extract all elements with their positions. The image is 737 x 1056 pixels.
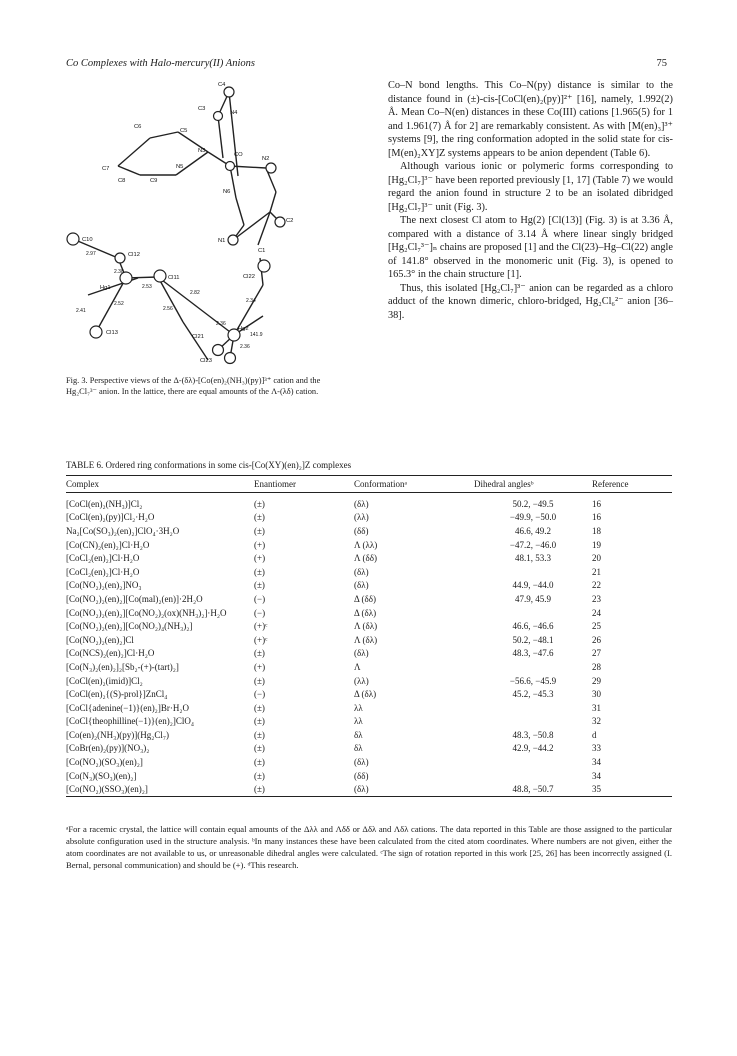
- table-cell: (±): [254, 770, 265, 781]
- table-row: [66, 633, 672, 647]
- table-cell: Λ: [354, 661, 361, 672]
- table-cell: (±): [254, 525, 265, 536]
- table-cell: (δδ): [354, 525, 369, 536]
- table-cell: 32: [592, 716, 601, 727]
- distance-label: 2.38: [114, 269, 124, 275]
- paragraph: Although various ionic or polymeric forms corresponding to [Hg₂Cl₇]³⁻ have been reported previously [1, 17] (Table 7) we would regard the anion found in structure 2 to be an isolated dibridged [Hg₂Cl₇]³⁻ unit (Fig. 3).: [388, 161, 673, 213]
- table-row: [66, 606, 672, 620]
- distance-label: 141.9: [250, 332, 263, 338]
- table-cell: δλ: [354, 729, 363, 740]
- table-cell: [CoCl(en)₂{(S)-prol}]ZnCl₄: [66, 689, 168, 700]
- table-header-row: [66, 476, 672, 493]
- table-row: [66, 701, 672, 715]
- table-cell: 46.6, 49.2: [515, 525, 551, 536]
- table-cell: [474, 606, 592, 620]
- atom-label: N5: [176, 164, 184, 170]
- atom-label: Cl21: [192, 334, 204, 340]
- table-row: [66, 565, 672, 579]
- atom-label: Cl11: [168, 275, 180, 281]
- distance-label: 2.36: [216, 321, 226, 327]
- distance-label: 2.52: [114, 301, 124, 307]
- table-row: [66, 524, 672, 538]
- column-header: Conformationᵃ: [354, 476, 474, 493]
- table-cell: −49.9, −50.0: [509, 512, 557, 523]
- table-cell: (+)ᶜ: [254, 621, 268, 632]
- table-cell: 47.9, 45.9: [515, 593, 551, 604]
- table-cell: 31: [592, 702, 601, 713]
- distance-label: 2.53: [142, 284, 152, 290]
- paragraph: The next closest Cl atom to Hg(2) [Cl(13)] (Fig. 3) is at 3.36 Å, compared with a distance of 3.14 Å where linear singly bridged [Hg₂Cl₇³⁻]ₙ chains are proposed [1] and the Cl(23)–Hg–Cl(22) angle of 141.8° observed in the monomeric unit (Fig. 3), is opened to 165.3° in the chain structure [1].: [388, 215, 673, 280]
- table-cell: 21: [592, 566, 601, 577]
- figure-3: [58, 80, 328, 375]
- molecule-drawing: [58, 80, 328, 375]
- table-row: [66, 511, 672, 525]
- table-cell: 45.2, −45.3: [512, 689, 554, 700]
- table-cell: 29: [592, 675, 601, 686]
- table-row: [66, 551, 672, 565]
- atom-label: C5: [180, 128, 188, 134]
- table-cell: (±): [254, 702, 265, 713]
- atom-label: C7: [102, 166, 110, 172]
- atom-label: Cl12: [128, 252, 140, 258]
- data-table: [66, 475, 672, 797]
- table-cell: (+): [254, 539, 266, 550]
- paragraph: Co–N bond lengths. This Co–N(py) distance is similar to the distance found in (±)-cis-[CoCl(en)₂(py)]²⁺ [16], namely, 1.992(2) Å. Mean Co–N(en) distances in these Co(III) cations [1.965(5) for 1 and 1.961(7) Å for 2] are remarkably consistent. As with [M(en)₃]³⁺ systems [9], the ring conformation adopted in the solid state for cis-[M(en)₂XY]Z systems appears to be anion dependent (Table 6).: [388, 80, 673, 159]
- table-cell: (±): [254, 675, 265, 686]
- table-cell: [CoCl(en)₂(imid)]Cl₂: [66, 675, 143, 686]
- table-row: [66, 493, 672, 511]
- table-cell: [474, 660, 592, 674]
- table-cell: 19: [592, 539, 601, 550]
- table-cell: 50.2, −48.1: [512, 634, 554, 645]
- table-cell: (−): [254, 593, 266, 604]
- atom-label: N4: [230, 110, 238, 116]
- table-cell: [Co(NO₂)₂(en)₂][Co(NO₂)₄(NH₃)₂]: [66, 621, 193, 632]
- table-cell: (±): [254, 498, 265, 509]
- atom-label: C8: [118, 178, 126, 184]
- table-cell: Δ (δδ): [354, 593, 377, 604]
- table-cell: 34: [592, 757, 601, 768]
- column-header: Enantiomer: [254, 476, 354, 493]
- distance-label: 2.34: [246, 298, 256, 304]
- table-cell: Λ (δλ): [354, 621, 378, 632]
- distance-label: 2.41: [76, 308, 86, 314]
- table-cell: Na₂[Co(SO₃)₂(en)₂]ClO₄·3H₂O: [66, 525, 180, 536]
- atom-label: C2: [286, 218, 294, 224]
- table-row: [66, 660, 672, 674]
- table-row: [66, 619, 672, 633]
- atom-label: Cl13: [106, 330, 118, 336]
- column-header: Dihedral anglesᵇ: [474, 476, 592, 493]
- table-cell: [Co(NCS)₂(en)₂]Cl·H₂O: [66, 648, 155, 659]
- atom-label: C9: [150, 178, 158, 184]
- table-cell: 28: [592, 661, 601, 672]
- atom-label: C1: [258, 248, 266, 254]
- table-cell: 46.6, −46.6: [512, 621, 554, 632]
- table-cell: [474, 565, 592, 579]
- table-row: [66, 742, 672, 756]
- table-cell: [474, 769, 592, 783]
- table-cell: 50.2, −49.5: [512, 498, 554, 509]
- table-row: [66, 674, 672, 688]
- table-cell: 27: [592, 648, 601, 659]
- table-row: [66, 769, 672, 783]
- table-cell: 34: [592, 770, 601, 781]
- figure-caption: Fig. 3. Perspective views of the Δ-(δλ)-[Co(en)₂(NH₃)(py)]³⁺ cation and the Hg₂Cl₇³⁻ anion. In the lattice, there are equal amounts of the Λ-(λδ) cation.: [66, 376, 321, 396]
- table-cell: 26: [592, 634, 601, 645]
- table-cell: [Co(NO₂)(SSO₃)(en)₂]: [66, 784, 148, 795]
- atom-label: Cl23: [200, 358, 212, 364]
- table-cell: [CoCl(en)₂(NH₃)]Cl₂: [66, 498, 143, 509]
- table-cell: 22: [592, 580, 601, 591]
- table-cell: [CoCl{adenine(−1)}(en)₂]Br·H₂O: [66, 702, 189, 713]
- table-footnotes: ᵃFor a racemic crystal, the lattice will contain equal amounts of the Δλλ and Λδδ or Δδλ and Λδλ cations. The data reported in this Table are those assigned to the particular absolute configuration used in the structure analysis. ᵇIn many instances these have been calculated from the cited atom coordinates. Where numbers are not given, either the atom coordinates are not available to us, or unreasonable dihedral angles were calculated. ᶜThe sign of rotation reported in this work [25, 26] has been incorrectly assigned (I. Bernal, personal communication) and should be (+). ᵈThis research.: [66, 824, 672, 870]
- table-cell: λλ: [354, 716, 363, 727]
- table-cell: [CoCl(en)₂(py)]Cl₂·H₂O: [66, 512, 155, 523]
- table-row: [66, 755, 672, 769]
- table-cell: (λλ): [354, 675, 369, 686]
- table-row: [66, 687, 672, 701]
- table-cell: (δλ): [354, 580, 369, 591]
- table-cell: (+): [254, 661, 266, 672]
- table-cell: 16: [592, 512, 601, 523]
- table-cell: [CoBr(en)₂(py)](NO₃)₂: [66, 743, 150, 754]
- distance-label: 2.56: [163, 306, 173, 312]
- table-cell: (δλ): [354, 498, 369, 509]
- table-cell: [Co(CN)₂(en)₂]Cl·H₂O: [66, 539, 150, 550]
- table-cell: (δλ): [354, 566, 369, 577]
- table-cell: (δλ): [354, 648, 369, 659]
- paragraph: Thus, this isolated [Hg₂Cl₇]³⁻ anion can be regarded as a chloro adduct of the known dimeric, chloro-bridged, Hg₂Cl₆²⁻ anion [36–38].: [388, 282, 673, 321]
- atom-label: Hg2: [238, 326, 249, 332]
- page-number: 75: [656, 58, 667, 69]
- atom-label: C4: [218, 82, 226, 88]
- table-row: [66, 728, 672, 742]
- table-cell: 48.1, 53.3: [515, 553, 551, 564]
- table-cell: (δδ): [354, 770, 369, 781]
- table-cell: 23: [592, 593, 601, 604]
- table-cell: −56.6, −45.9: [509, 675, 557, 686]
- table-cell: (λλ): [354, 512, 369, 523]
- atom-label: C6: [134, 124, 142, 130]
- table-cell: Λ (δλ): [354, 634, 378, 645]
- table-cell: 42.9, −44.2: [512, 743, 554, 754]
- table-cell: [Co(NO₂)₂(en)₂][Co(NO₂)₂(ox)(NH₃)₂]·H₂O: [66, 607, 227, 618]
- table-row: [66, 782, 672, 796]
- table-cell: (±): [254, 648, 265, 659]
- table-row: [66, 647, 672, 661]
- atom-label: N1: [218, 238, 226, 244]
- column-header: Reference: [592, 476, 672, 493]
- table-cell: Λ (δδ): [354, 553, 378, 564]
- table-cell: [Co(NO₂)₂(en)₂]NO₃: [66, 580, 142, 591]
- table-cell: 18: [592, 525, 601, 536]
- atom-label: C3: [198, 106, 206, 112]
- table-cell: [Co(N₃)(SO₃)(en)₂]: [66, 770, 137, 781]
- table-cell: (±): [254, 743, 265, 754]
- body-text-column: [388, 79, 673, 322]
- table-cell: 48.3, −47.6: [512, 648, 554, 659]
- table-cell: (δλ): [354, 784, 369, 795]
- table-cell: [Co(NO₂)(SO₃)(en)₂]: [66, 757, 143, 768]
- column-header: Complex: [66, 476, 254, 493]
- table-cell: Δ (δλ): [354, 607, 377, 618]
- table-title: TABLE 6. Ordered ring conformations in some cis-[Co(XY)(en)₂]Z complexes: [66, 460, 352, 470]
- table-cell: 33: [592, 743, 601, 754]
- page-header: [66, 58, 667, 74]
- table-cell: (±): [254, 757, 265, 768]
- running-head: Co Complexes with Halo-mercury(II) Anions: [66, 58, 255, 69]
- table-cell: 25: [592, 621, 601, 632]
- distance-label: 2.36: [240, 344, 250, 350]
- table-6: [66, 475, 672, 797]
- table-cell: (±): [254, 716, 265, 727]
- table-cell: [Co(NO₂)₂(en)₂]Cl: [66, 634, 134, 645]
- table-cell: [CoCl₂(en)₂]Cl·H₂O: [66, 566, 140, 577]
- table-cell: 24: [592, 607, 601, 618]
- table-row: [66, 538, 672, 552]
- table-cell: 48.8, −50.7: [512, 784, 554, 795]
- table-row: [66, 715, 672, 729]
- table-cell: 16: [592, 498, 601, 509]
- table-cell: (±): [254, 566, 265, 577]
- table-cell: (+)ᶜ: [254, 634, 268, 645]
- atom-label: Hg1: [100, 285, 111, 291]
- table-cell: λλ: [354, 702, 363, 713]
- table-row: [66, 592, 672, 606]
- table-cell: (±): [254, 512, 265, 523]
- table-cell: [Co(en)₂(NH₃)(py)](Hg₂Cl₇): [66, 729, 170, 740]
- table-cell: [474, 701, 592, 715]
- table-cell: [Co(N₃)₂(en)₂]₂[Sb₂-(+)-(tart)₂]: [66, 661, 179, 672]
- table-cell: Λ (λλ): [354, 539, 378, 550]
- table-cell: Δ (δλ): [354, 689, 377, 700]
- table-cell: [474, 755, 592, 769]
- table-cell: 48.3, −50.8: [512, 729, 554, 740]
- table-cell: (±): [254, 784, 265, 795]
- distance-label: 2.82: [190, 290, 200, 296]
- table-cell: [474, 715, 592, 729]
- table-cell: 30: [592, 689, 601, 700]
- distance-label: 2.97: [86, 251, 96, 257]
- atom-label: N3: [198, 148, 206, 154]
- table-cell: [CoCl₂(en)₂]Cl·H₂O: [66, 553, 140, 564]
- table-cell: d: [592, 729, 597, 740]
- atom-label: N6: [223, 189, 231, 195]
- table-cell: [Co(NO₂)₂(en)₂][Co(mal)₂(en)]·2H₂O: [66, 593, 203, 604]
- table-body: [66, 493, 672, 797]
- atom-label: CO: [234, 152, 243, 158]
- table-cell: 44.9, −44.0: [512, 580, 554, 591]
- table-cell: (δλ): [354, 757, 369, 768]
- table-cell: [CoCl{theophilline(−1)}(en)₂]ClO₄: [66, 716, 194, 727]
- table-cell: 35: [592, 784, 601, 795]
- atom-label: C10: [82, 237, 93, 243]
- table-cell: (±): [254, 729, 265, 740]
- table-cell: (−): [254, 689, 266, 700]
- table-cell: 20: [592, 553, 601, 564]
- atom-label: Cl22: [243, 274, 255, 280]
- table-cell: δλ: [354, 743, 363, 754]
- table-cell: (+): [254, 553, 266, 564]
- atom-label: N2: [262, 156, 270, 162]
- table-cell: (±): [254, 580, 265, 591]
- table-cell: −47.2, −46.0: [509, 539, 557, 550]
- table-row: [66, 579, 672, 593]
- table-cell: (−): [254, 607, 266, 618]
